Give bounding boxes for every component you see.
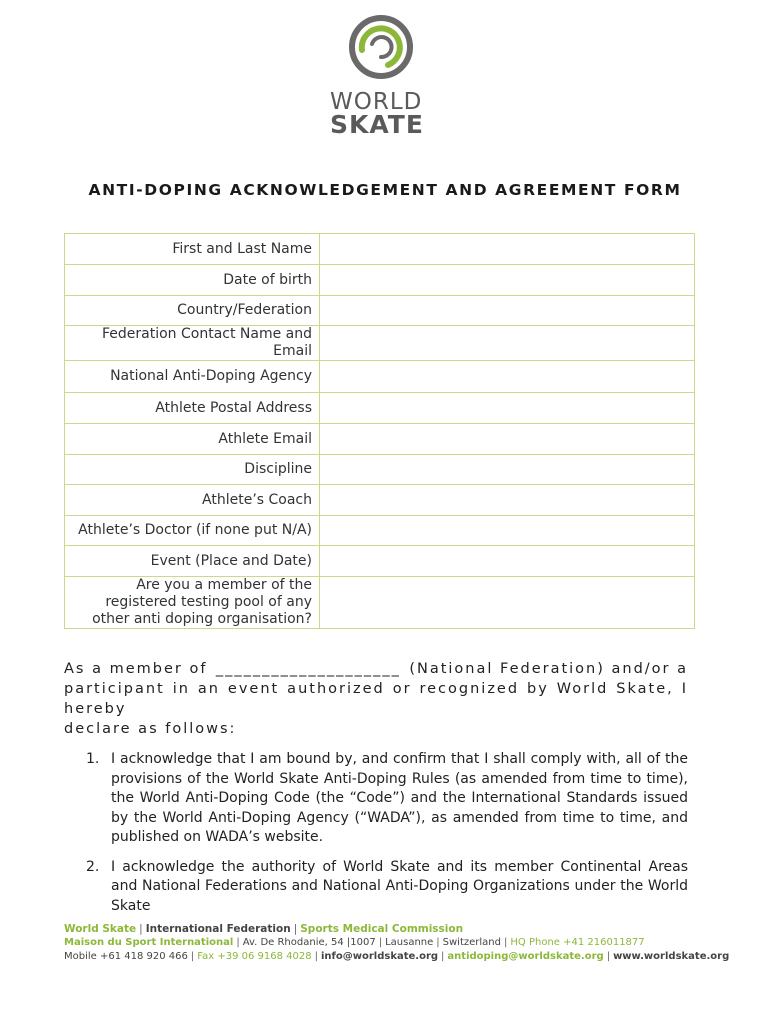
form-title: ANTI-DOPING ACKNOWLEDGEMENT AND AGREEMENT FORM: [88, 181, 682, 199]
footer-info-email-link[interactable]: info@worldskate.org: [320, 951, 439, 962]
list-item-text: I acknowledge the authority of World Skate and its member Continental Areas and National Federations and National Anti-Doping Organizations under the World Skate: [111, 858, 688, 914]
list-item-number: 1.: [86, 751, 100, 767]
field-label: Federation Contact Name and Email: [65, 326, 320, 361]
footer-city: Lausanne: [385, 937, 434, 948]
field-label: Date of birth: [65, 265, 320, 296]
national-anti-doping-agency-field[interactable]: [320, 361, 695, 393]
table-row: [65, 577, 695, 629]
field-label: Country/Federation: [65, 296, 320, 326]
footer-type: International Federation: [145, 923, 291, 935]
table-row: [65, 546, 695, 577]
field-label: Event (Place and Date): [65, 546, 320, 577]
logo-text-world: WORLD: [330, 89, 423, 115]
table-row: [65, 296, 695, 326]
list-item-number: 2.: [86, 858, 100, 875]
intro-text: (National Federation) and/or a: [409, 661, 688, 677]
list-item: [64, 858, 688, 917]
table-row: [65, 516, 695, 546]
table-row: [65, 326, 695, 361]
athlete-doctor-field[interactable]: [320, 516, 695, 546]
event-place-date-field[interactable]: [320, 546, 695, 577]
field-label: Discipline: [65, 455, 320, 485]
page-footer: World Skate | International Federation | Sports Medical Commission Maison du Sport International | Av. De Rhodanie, 54 |1007 | Lausanne | Switzerland | HQ Phone +41 216011877 Mobile +61 418 920 466 | Fax +39 06 9168 4028 | info@worldskate.org | antidoping@worldskate.org | www.worldskate.org: [64, 923, 730, 962]
field-label: Athlete Postal Address: [65, 393, 320, 424]
footer-street: Av. De Rhodanie, 54 |1007: [242, 937, 376, 948]
athlete-postal-address-field[interactable]: [320, 393, 695, 424]
footer-website-link[interactable]: www.worldskate.org: [613, 951, 730, 962]
table-row: [65, 424, 695, 455]
table-row: [65, 361, 695, 393]
field-label: Are you a member of the registered testing pool of any other anti doping organisation?: [65, 577, 320, 629]
footer-country: Switzerland: [442, 937, 501, 948]
list-item-text: I acknowledge that I am bound by, and confirm that I shall comply with, all of the provisions of the World Skate Anti-Doping Rules (as amended from time to time), the World Anti-Doping Code (the “Code”) and the International Standards issued by the World Anti-Doping Agency (“WADA”), as amended from time to time, and published on WADA’s website.: [111, 751, 688, 845]
table-row: [65, 393, 695, 424]
athlete-coach-field[interactable]: [320, 485, 695, 516]
table-row: [65, 265, 695, 296]
registered-testing-pool-field[interactable]: [320, 577, 695, 629]
country-federation-field[interactable]: [320, 296, 695, 326]
footer-hq-phone: HQ Phone +41 216011877: [510, 937, 645, 948]
intro-text: participant in an event authorized or recognized by World Skate, I hereby: [64, 681, 688, 717]
field-label: First and Last Name: [65, 234, 320, 265]
footer-org: World Skate: [64, 923, 137, 935]
federation-blank[interactable]: ____________________: [215, 661, 401, 677]
date-of-birth-field[interactable]: [320, 265, 695, 296]
field-label: National Anti-Doping Agency: [65, 361, 320, 393]
discipline-field[interactable]: [320, 455, 695, 485]
footer-building: Maison du Sport International: [64, 937, 234, 948]
intro-text: declare as follows:: [64, 721, 237, 737]
footer-commission: Sports Medical Commission: [300, 923, 464, 935]
declaration-intro: [64, 659, 688, 739]
logo-rings-icon: [348, 14, 414, 80]
table-row: [65, 485, 695, 516]
logo-text-skate: SKATE: [330, 110, 424, 139]
list-item: [64, 750, 688, 848]
athlete-info-table: [64, 233, 695, 629]
footer-mobile: Mobile +61 418 920 466: [64, 951, 188, 962]
field-label: Athlete’s Doctor (if none put N/A): [65, 516, 320, 546]
field-label: Athlete’s Coach: [65, 485, 320, 516]
declaration-list: [64, 750, 688, 926]
intro-text: As a member of: [64, 661, 208, 677]
athlete-email-field[interactable]: [320, 424, 695, 455]
first-last-name-field[interactable]: [320, 234, 695, 265]
field-label: Athlete Email: [65, 424, 320, 455]
table-row: [65, 234, 695, 265]
footer-antidoping-email-link[interactable]: antidoping@worldskate.org: [447, 951, 604, 962]
federation-contact-field[interactable]: [320, 326, 695, 361]
footer-fax: Fax +39 06 9168 4028: [197, 951, 312, 962]
world-skate-logo: [326, 14, 436, 139]
table-row: [65, 455, 695, 485]
